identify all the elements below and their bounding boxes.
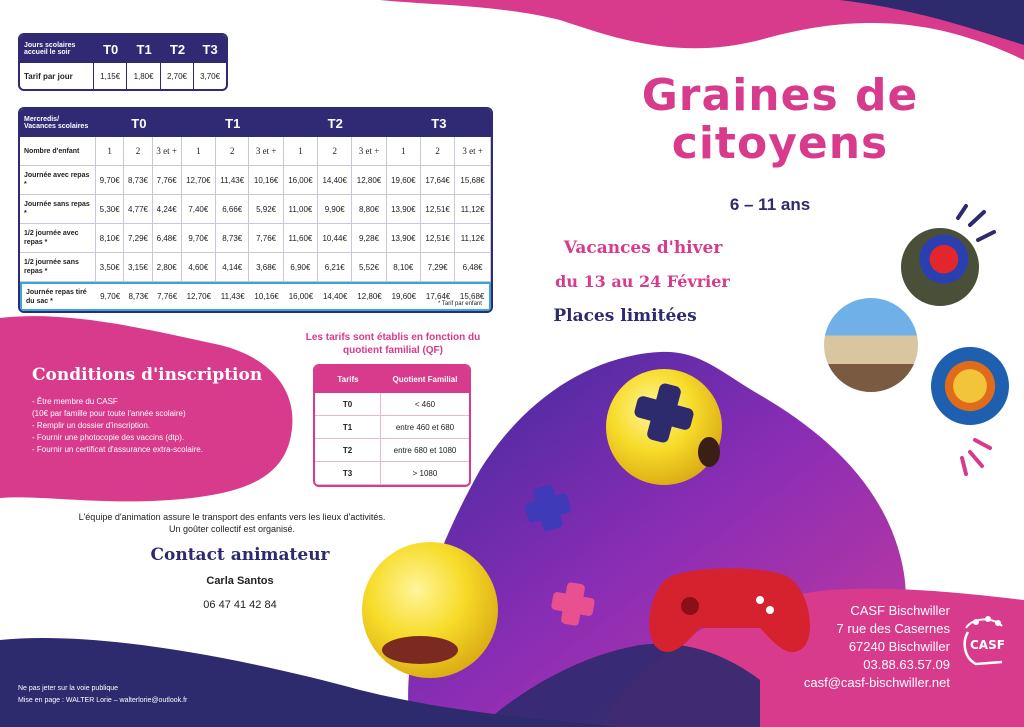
rate-cell: 11,43€ [216,166,250,195]
rate-cell: 6,66€ [216,195,250,224]
logo-text: CASF [970,638,1005,652]
conditions-title: Conditions d'inscription [32,365,263,385]
rate-cell: 5,52€ [352,253,386,282]
rate-cell: 10,16€ [249,166,283,195]
list-item: - Remplir un dossier d'inscription. [32,421,151,430]
holiday-header-label: Mercredis/ Vacances scolaires [20,109,96,137]
rate-cell: 4,14€ [216,253,250,282]
rate-cell: 13,90€ [387,224,421,253]
footnote: * Tarif par enfant [438,301,482,307]
transport-info [20,511,444,535]
list-item: - Fournir une photocopie des vaccins (dtp). [32,433,185,442]
rate-cell: 9,90€ [318,195,352,224]
children-count-header: 3 et + [153,137,182,166]
period-dates: du 13 au 24 Février [555,272,730,291]
rate-cell: 7,29€ [421,253,455,282]
list-item: (10€ par famille pour toute l'année scolaire) [32,409,186,418]
table-row [20,166,491,195]
footer-line: Mise en page : WALTER Lorie – walterlorie@outlook.fr [18,697,188,704]
tier-header: T0 [94,35,127,63]
rate-cell: 7,76€ [153,166,182,195]
rate-cell: 19,60€ [387,166,421,195]
rate-cell: 7,29€ [124,224,152,253]
table-row [20,282,491,311]
rate-cell: 5,92€ [249,195,283,224]
rate-cell: 15,68€ [455,166,491,195]
daily-row-label: Tarif par jour [20,63,94,89]
rate-cell: 8,80€ [352,195,386,224]
contact-phone: 06 47 41 42 84 [203,599,277,611]
rate-cell: 7,40€ [182,195,216,224]
qf-table [313,364,471,487]
address-email: casf@casf-bischwiller.net [803,675,950,690]
festival-photo [821,295,921,395]
page-title [640,72,920,168]
daily-rate: 3,70€ [200,71,221,81]
table-row [20,253,491,282]
rate-cell: 9,70€ [96,166,124,195]
rate-cell: 3,68€ [249,253,283,282]
daily-rates-table [18,33,228,91]
rate-cell: 8,73€ [216,224,250,253]
rate-cell: 11,12€ [455,224,491,253]
daily-rate: 2,70€ [161,63,194,89]
qf-tier: T3 [315,462,381,485]
table-row [315,393,469,416]
daily-header-label: Jours scolaires accueil le soir [20,35,94,63]
children-count-header: 2 [124,137,152,166]
qf-range: entre 680 et 1080 [381,439,469,462]
rate-cell: 11,00€ [284,195,318,224]
row-label: 1/2 journée sans repas * [20,253,96,282]
contact-title: Contact animateur [150,545,330,565]
tier-header: T3 [194,35,226,63]
children-count-header: 1 [96,137,124,166]
conditions-list [32,396,272,456]
children-count-header: 1 [387,137,421,166]
rate-cell: 9,70€ [182,224,216,253]
rate-cell: 7,76€ [249,224,283,253]
casf-logo [958,612,1010,672]
qf-header: Tarifs [315,366,381,393]
address-street: 7 rue des Casernes [836,621,950,636]
rate-cell: 6,48€ [153,224,182,253]
rate-cell: 4,77€ [124,195,152,224]
row-label: Journée sans repas * [20,195,96,224]
tier-header: T3 [387,109,491,137]
qf-range: < 460 [381,393,469,416]
rate-cell: 12,80€ [352,166,386,195]
list-item: - Fournir un certificat d'assurance extra-scolaire. [32,445,203,454]
tier-header: T2 [161,35,194,63]
rate-cell: 14,40€ [318,282,352,311]
children-count-header: 2 [216,137,250,166]
org-name: CASF Bischwiller [850,603,950,618]
table-row [20,195,491,224]
age-range: 6 – 11 ans [729,195,811,214]
rate-cell: 11,60€ [284,224,318,253]
table-row [315,439,469,462]
daily-rate: 1,80€ [127,63,160,89]
qf-intro: Les tarifs sont établis en fonction du quotient familial (QF) [305,332,481,356]
children-count-header: 2 [421,137,455,166]
period-title: Vacances d'hiver [563,238,723,258]
holiday-subheader-label: Nombre d'enfant [20,137,96,166]
tier-header: T1 [182,109,284,137]
children-count-header: 3 et + [352,137,386,166]
children-count-header: 1 [182,137,216,166]
rate-cell: 7,76€ [153,282,182,311]
rate-cell: 8,73€ [124,166,152,195]
rate-cell: 6,48€ [455,253,491,282]
title-line: citoyens [671,118,889,169]
children-count-header: 3 et + [455,137,491,166]
address-block [770,602,950,692]
table-row [315,462,469,485]
rate-cell: 16,00€ [284,166,318,195]
rate-cell: 9,28€ [352,224,386,253]
rate-cell: 12,51€ [421,224,455,253]
rate-cell: 3,15€ [124,253,152,282]
qf-range: > 1080 [381,462,469,485]
rate-cell: 12,70€ [182,166,216,195]
limited-places: Places limitées [553,306,697,326]
rate-cell: 4,24€ [153,195,182,224]
row-label: Journée repas tiré du sac * [20,282,96,311]
transport-line: Un goûter collectif est organisé. [168,524,296,534]
rate-cell: 5,30€ [96,195,124,224]
qf-tier: T2 [315,439,381,462]
rate-cell: 3,50€ [96,253,124,282]
rate-cell: 12,80€ [352,282,386,311]
table-row [315,416,469,439]
rate-cell: 10,16€ [249,282,283,311]
row-label: Journée avec repas * [20,166,96,195]
rate-cell: 6,21€ [318,253,352,282]
rate-cell: 8,73€ [124,282,152,311]
rate-cell: 9,70€ [96,282,124,311]
transport-line: L'équipe d'animation assure le transport des enfants vers les lieux d'activités. [78,512,386,522]
mario-photo [898,225,982,309]
rate-cell: 19,60€ [387,282,421,311]
children-count-header: 2 [318,137,352,166]
rate-cell: 17,64€ [421,282,455,311]
rate-cell: 15,68€ [455,282,491,311]
rate-cell: 2,80€ [153,253,182,282]
rate-cell: 8,10€ [96,224,124,253]
qf-tier: T1 [315,416,381,439]
address-city: 67240 Bischwiller [848,639,950,654]
rate-cell: 17,64€ [421,166,455,195]
children-count-header: 3 et + [249,137,283,166]
qf-header: Quotient Familial [381,366,469,393]
rate-cell: 12,70€ [182,282,216,311]
rate-cell: 16,00€ [284,282,318,311]
rate-cell: 13,90€ [387,195,421,224]
tier-header: T1 [127,35,160,63]
rate-cell: 4,60€ [182,253,216,282]
tier-header: T0 [96,109,182,137]
row-label: 1/2 journée avec repas * [20,224,96,253]
rate-cell: 11,12€ [455,195,491,224]
rate-cell: 11,43€ [216,282,250,311]
contact-name: Carla Santos [206,575,274,587]
qf-tier: T0 [315,393,381,416]
rate-cell: 8,10€ [387,253,421,282]
qf-range: entre 460 et 680 [381,416,469,439]
table-row [20,224,491,253]
daily-rate: 1,15€ [94,63,127,89]
rate-cell: 6,90€ [284,253,318,282]
tier-header: T2 [284,109,387,137]
footer-line: Ne pas jeter sur la voie publique [18,685,119,692]
rate-cell: 14,40€ [318,166,352,195]
holiday-rates-table [18,107,493,313]
title-line: Graines de [641,70,919,121]
children-count-header: 1 [284,137,318,166]
list-item: - Être membre du CASF [32,397,118,406]
game-console-photo [928,344,1012,428]
rate-cell: 10,44€ [318,224,352,253]
address-phone: 03.88.63.57.09 [863,657,950,672]
rate-cell: 12,51€ [421,195,455,224]
